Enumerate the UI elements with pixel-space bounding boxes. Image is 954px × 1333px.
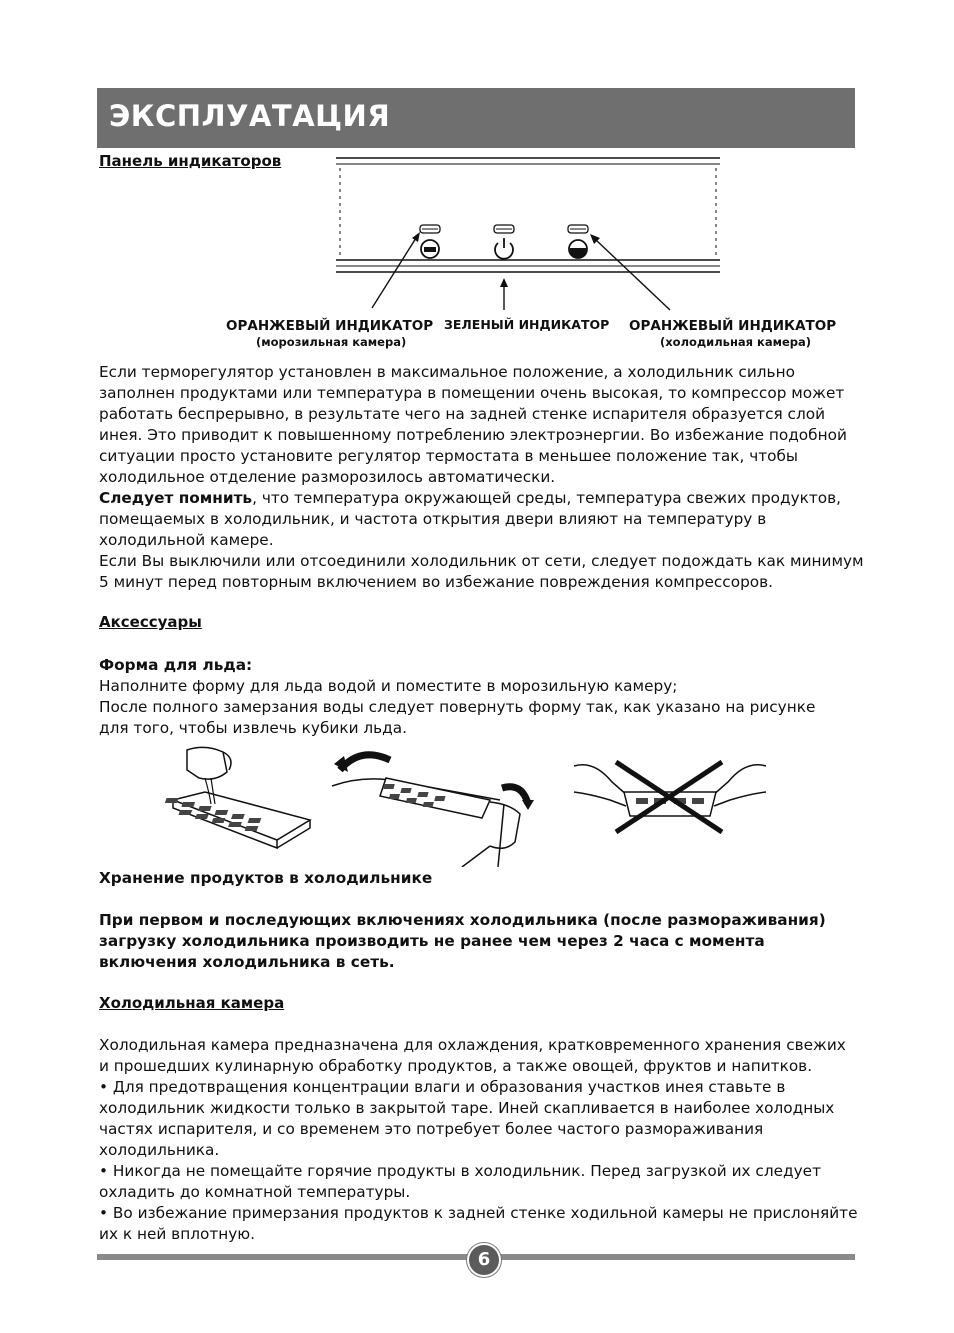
fridge-bullet-2: • Никогда не помещайте горячие продукты в холодильник. Перед загрузкой их следует охладить до комнатной температуры. — [99, 1162, 821, 1201]
indicator-panel-heading: Панель индикаторов — [99, 152, 282, 170]
ice-tray-line-1: Наполните форму для льда водой и поместите в морозильную камеру; — [99, 677, 678, 695]
storage-warning: При первом и последующих включениях холодильника (после размораживания) загрузку холодильника производить не ранее чем через 2 часа с момента включения холодильника в сеть. — [99, 911, 826, 971]
page-title: ЭКСПЛУАТАЦИЯ — [109, 99, 391, 133]
remember-emphasis: Следует помнить — [99, 489, 253, 507]
remember-text: , что температура окружающей среды, температура свежих продуктов, помещаемых в холодильник, и частота открытия двери влияют на температуру в холодильной камере. — [99, 489, 842, 549]
operation-paragraph-1: Если терморегулятор установлен в максимальное положение, а холодильник сильно заполнен продуктами или температура в помещении очень высокая, то компрессор может работать беспрерывно, в результате чего на задней стенке испарителя образуется слой инея. Это приводит к повышенному потреблению электроэнергии. Во избежание подобной ситуации просто установите регулятор термостата в меньшее положение так, чтобы холодильное отделение разморозилось автоматически. — [99, 363, 847, 486]
section-header — [97, 88, 855, 148]
fridge-intro: Холодильная камера предназначена для охлаждения, кратковременного хранения свежих и прошедших кулинарную обработку продуктов, а также овощей, фруктов и напитков. — [99, 1036, 846, 1075]
ice-tray-line-2: После полного замерзания воды следует повернуть форму так, как указано на рисунке для того, чтобы извлечь кубики льда. — [99, 698, 816, 737]
ice-tray-text — [99, 655, 869, 739]
fridge-heading: Холодильная камера — [99, 994, 285, 1012]
ice-tray-wrong-illustration — [570, 752, 770, 842]
operation-paragraph-3: Если Вы выключили или отсоединили холодильник от сети, следует подождать как минимум 5 минут перед повторным включением во избежание повреждения компрессоров. — [99, 552, 864, 591]
accessories-heading: Аксессуары — [99, 613, 202, 631]
indicator-panel-diagram — [330, 156, 730, 316]
power-indicator-label: ЗЕЛЕНЫЙ ИНДИКАТОР — [444, 317, 610, 332]
freezer-indicator-sub: (морозильная камера) — [256, 335, 407, 349]
fridge-indicator-icon — [568, 225, 588, 258]
ice-tray-title: Форма для льда: — [99, 656, 253, 674]
freezer-indicator-label: ОРАНЖЕВЫЙ ИНДИКАТОР — [226, 318, 434, 334]
operation-paragraph-2 — [99, 488, 869, 551]
fridge-indicator-label: ОРАНЖЕВЫЙ ИНДИКАТОР — [629, 318, 837, 334]
ice-tray-fill-illustration — [165, 742, 315, 854]
power-indicator-icon — [494, 225, 514, 259]
fridge-indicator-sub: (холодильная камера) — [660, 335, 812, 349]
page-number: 6 — [467, 1243, 501, 1277]
fridge-bullet-1: • Для предотвращения концентрации влаги и образования участков инея ставьте в холодильник жидкости только в закрытой таре. Иней скапливается в наиболее холодных частях испарителя, и со временем это потребует более частого размораживания холодильника. — [99, 1078, 835, 1159]
fridge-bullet-3: • Во избежание примерзания продуктов к задней стенке ходильной камеры не прислоняйте их к ней вплотную. — [99, 1204, 858, 1243]
storage-heading: Хранение продуктов в холодильнике — [99, 869, 433, 887]
fridge-text — [99, 1035, 859, 1245]
freezer-indicator-icon — [420, 225, 440, 258]
operation-text — [99, 362, 869, 593]
ice-tray-twist-illustration — [330, 742, 540, 867]
